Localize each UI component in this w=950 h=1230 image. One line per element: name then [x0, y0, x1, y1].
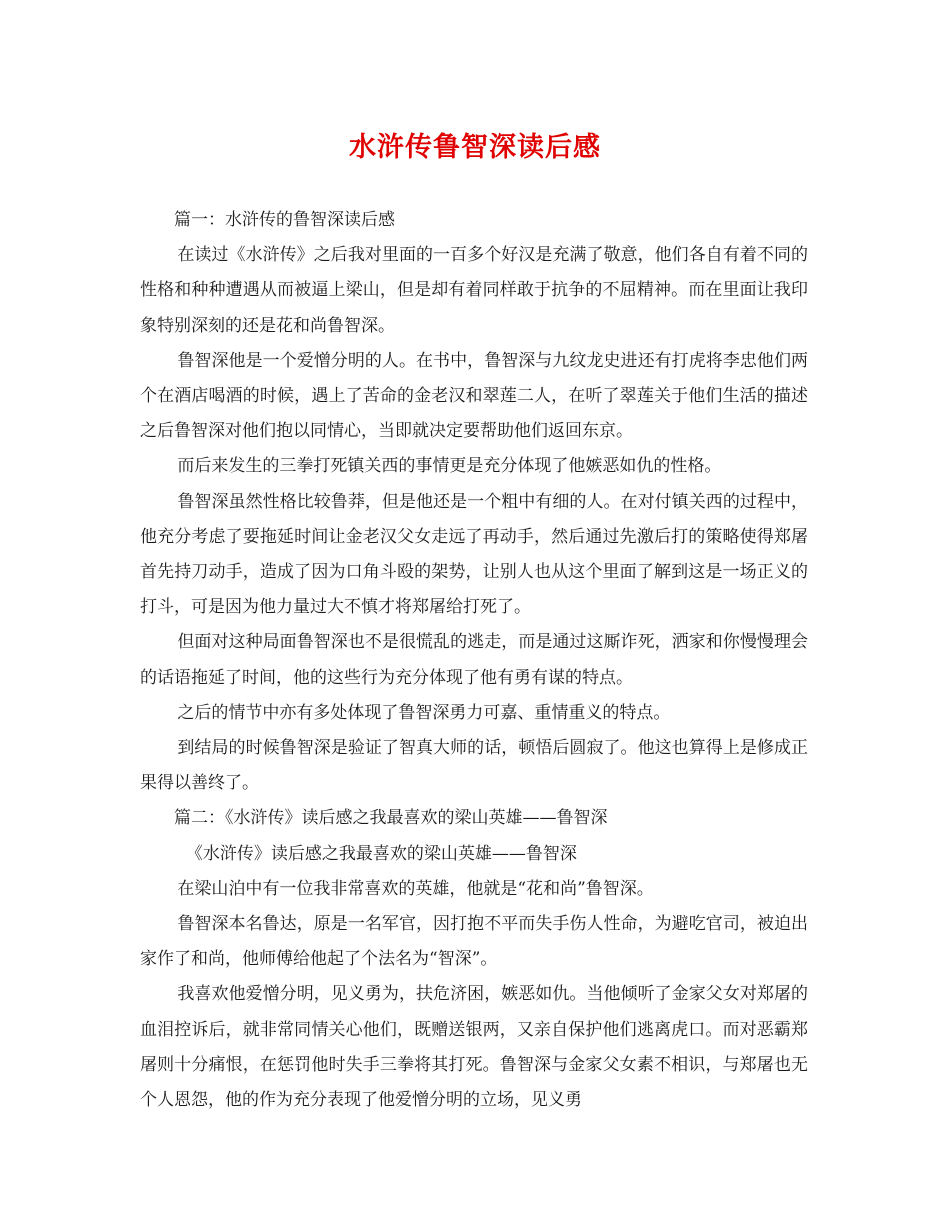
document-body [140, 203, 808, 1118]
section-1-paragraph-3: 而后来发生的三拳打死镇关西的事情更是充分体现了他嫉恶如仇的性格。 [177, 456, 722, 477]
section-2-paragraph-3: 我喜欢他爱憎分明，见义勇为，扶危济困，嫉恶如仇。当他倾听了金家父女对郑屠的血泪控诉后，就非常同情关心他们，既赠送银两，又亲自保护他们逃离虎口。而对恶霸郑屠则十分痛恨，在惩罚他时失手三拳将其打死。鲁智深与金家父女素不相识，与郑屠也无个人恩怨，他的作为充分表现了他爱憎分明的立场，见义勇 [140, 984, 808, 1111]
section-1-paragraph-2: 鲁智深他是一个爱憎分明的人。在书中，鲁智深与九纹龙史进还有打虎将李忠他们两个在酒店喝酒的时候，遇上了苦命的金老汉和翠莲二人，在听了翠莲关于他们生活的描述之后鲁智深对他们抱以同情心，当即就决定要帮助他们返回东京。 [140, 350, 808, 442]
section-1-paragraph-1: 在读过《水浒传》之后我对里面的一百多个好汉是充满了敬意，他们各自有着不同的性格和种种遭遇从而被逼上梁山，但是却有着同样敢于抗争的不屈精神。而在里面让我印象特别深刻的还是花和尚鲁智深。 [140, 245, 808, 336]
section-2-paragraph-1: 在梁山泊中有一位我非常喜欢的英雄，他就是“花和尚”鲁智深。 [177, 878, 654, 899]
section-1-paragraph-6: 之后的情节中亦有多处体现了鲁智深勇力可嘉、重情重义的特点。 [177, 702, 671, 723]
section-2-subheading: 《水浒传》读后感之我最喜欢的梁山英雄——鲁智深 [185, 843, 577, 864]
section-1-paragraph-4: 鲁智深虽然性格比较鲁莽，但是他还是一个粗中有细的人。在对付镇关西的过程中，他充分考虑了要拖延时间让金老汉父女走远了再动手，然后通过先激后打的策略使得郑屠首先持刀动手，造成了因为口角斗殴的架势，让别人也从这个里面了解到这是一场正义的打斗，可是因为他力量过大不慎才将郑屠给打死了。 [140, 491, 808, 618]
section-2-paragraph-2: 鲁智深本名鲁达，原是一名军官，因打抱不平而失手伤人性命，为避吃官司，被迫出家作了和尚，他师傅给他起了个法名为“智深”。 [140, 914, 808, 970]
section-1-paragraph-7: 到结局的时候鲁智深是验证了智真大师的话，顿悟后圆寂了。他这也算得上是修成正果得以善终了。 [140, 738, 808, 794]
section-1-paragraph-5: 但面对这种局面鲁智深也不是很慌乱的逃走，而是通过这厮诈死，洒家和你慢慢理会的话语拖延了时间，他的这些行为充分体现了他有勇有谋的特点。 [140, 632, 808, 688]
document-title: 水浒传鲁智深读后感 [349, 132, 601, 163]
section-1-heading: 篇一：水浒传的鲁智深读后感 [174, 210, 395, 230]
section-2-heading: 篇二：《水浒传》读后感之我最喜欢的梁山英雄——鲁智深 [174, 808, 608, 829]
